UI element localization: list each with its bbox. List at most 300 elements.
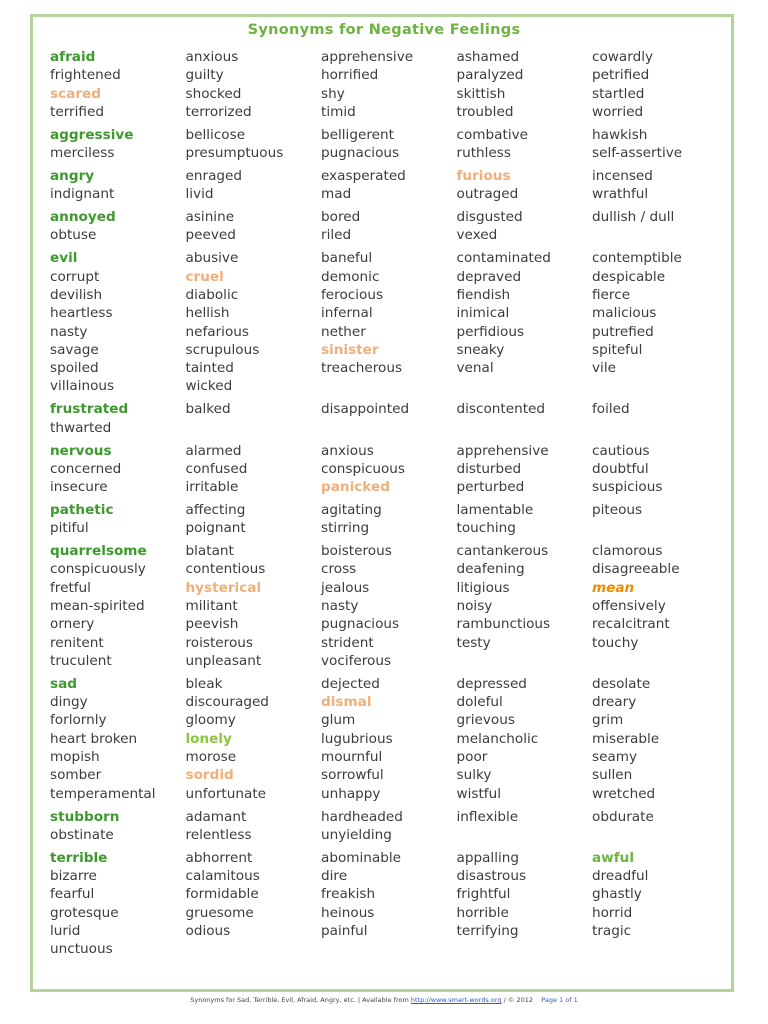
synonym-word: depressed: [456, 675, 527, 692]
synonym-word: frightful: [456, 886, 511, 903]
synonym-word: suspicious: [592, 479, 663, 496]
synonym-word: inflexible: [456, 808, 519, 825]
synonym-word: abhorrent: [185, 849, 253, 866]
synonym-group: [50, 249, 730, 395]
synonym-word: roisterous: [185, 634, 253, 651]
synonym-word: livid: [185, 186, 214, 203]
synonym-word: depraved: [456, 268, 522, 285]
synonym-word: horrified: [321, 67, 379, 84]
synonym-row: [50, 226, 730, 244]
synonym-word: despicable: [592, 268, 666, 285]
synonym-row: [50, 249, 730, 267]
synonym-word: anxious: [321, 442, 374, 459]
synonym-word: treacherous: [321, 360, 403, 377]
synonym-word: pugnacious: [321, 616, 400, 633]
synonym-row: [50, 922, 730, 940]
synonym-word: horrible: [456, 904, 509, 921]
category-heading: stubborn: [50, 808, 120, 825]
synonym-word: fretful: [50, 579, 91, 596]
synonym-word: petrified: [592, 67, 650, 84]
synonym-word: dejected: [321, 675, 380, 692]
synonym-group: [50, 542, 730, 670]
synonym-word: [592, 377, 728, 395]
synonym-word: dullish / dull: [592, 209, 675, 226]
synonym-word: frightened: [50, 67, 121, 84]
synonym-word: spiteful: [592, 341, 643, 358]
category-heading: nervous: [50, 442, 112, 459]
synonym-word: terrifying: [456, 922, 519, 939]
synonym-word: touching: [456, 520, 516, 537]
synonym-row: [50, 766, 730, 784]
synonym-word: alarmed: [185, 442, 242, 459]
synonym-word: affecting: [185, 501, 246, 518]
synonym-word: anxious: [185, 49, 239, 65]
synonym-word: contemptible: [592, 250, 682, 267]
synonym-row: [50, 103, 730, 121]
synonym-word: unhappy: [321, 785, 381, 802]
synonym-word: melancholic: [456, 730, 539, 747]
synonym-row: [50, 711, 730, 729]
synonym-word: putrefied: [592, 323, 654, 340]
synonym-word: corrupt: [50, 268, 100, 285]
synonym-word: grim: [592, 712, 624, 729]
synonym-row: [50, 748, 730, 766]
footer-text: Synonyms for Sad, Terrible, Evil, Afraid, Angry, etc. | Available from: [190, 996, 409, 1004]
synonym-word: apprehensive: [321, 49, 414, 65]
synonym-row: [50, 323, 730, 341]
synonym-word: appalling: [456, 849, 519, 866]
footer: [0, 996, 768, 1004]
synonym-word: nefarious: [185, 323, 249, 340]
synonym-word: dreary: [592, 694, 637, 711]
synonym-word: discontented: [456, 401, 546, 418]
synonym-word: hysterical: [185, 579, 262, 596]
synonym-word: disastrous: [456, 868, 527, 884]
synonym-word: tragic: [592, 922, 632, 939]
synonym-group: [50, 849, 730, 959]
synonym-word: indignant: [50, 186, 115, 203]
category-heading: pathetic: [50, 501, 114, 518]
synonym-row: [50, 867, 730, 885]
synonym-word: vexed: [456, 227, 498, 244]
synonym-group: [50, 501, 730, 538]
synonym-word: cantankerous: [456, 543, 549, 560]
synonym-word: [457, 940, 593, 958]
synonym-word: belligerent: [321, 126, 394, 143]
synonym-word: unpleasant: [185, 652, 262, 669]
synonym-word: concerned: [50, 460, 122, 477]
synonym-word: freakish: [321, 886, 376, 903]
synonym-word: clamorous: [592, 543, 663, 560]
synonym-row: [50, 885, 730, 903]
synonym-word: [592, 226, 728, 244]
synonym-word: vile: [592, 360, 616, 377]
synonym-word: presumptuous: [185, 145, 284, 162]
synonym-word: lugubrious: [321, 730, 393, 747]
synonym-word: obdurate: [592, 808, 654, 825]
synonym-word: pitiful: [50, 520, 89, 537]
synonym-word: agitating: [321, 501, 382, 518]
synonym-word: stirring: [321, 520, 370, 537]
synonym-row: [50, 940, 730, 958]
synonym-word: inimical: [456, 305, 510, 322]
synonym-word: obstinate: [50, 826, 114, 843]
category-heading: afraid: [50, 49, 96, 65]
synonym-word: [457, 652, 593, 670]
synonym-word: insecure: [50, 479, 108, 496]
synonym-word: obtuse: [50, 227, 97, 244]
synonym-word: testy: [456, 634, 491, 651]
synonym-word: conspicuously: [50, 561, 146, 578]
synonym-word: venal: [456, 360, 494, 377]
synonym-word: panicked: [321, 479, 390, 496]
synonym-word: conspicuous: [321, 460, 405, 477]
synonym-word: sinister: [321, 341, 379, 358]
synonym-group: [50, 808, 730, 845]
synonym-word: perfidious: [456, 323, 525, 340]
synonym-word: devilish: [50, 286, 103, 303]
footer-page-number: Page 1 of 1: [541, 996, 578, 1004]
synonym-word: startled: [592, 85, 645, 102]
synonym-word: sulky: [456, 767, 492, 784]
synonym-word: abominable: [321, 849, 402, 866]
footer-link[interactable]: http://www.smart-words.org: [410, 996, 502, 1004]
page-title: Synonyms for Negative Feelings: [247, 22, 521, 38]
synonym-word: self-assertive: [592, 145, 683, 162]
synonym-word: [592, 419, 728, 437]
synonym-row: [50, 675, 730, 693]
synonym-word: mean: [592, 579, 635, 596]
synonym-word: riled: [321, 227, 352, 244]
synonym-row: [50, 126, 730, 144]
synonym-word: terrified: [50, 103, 104, 120]
synonym-word: touchy: [592, 634, 639, 651]
synonym-word: [186, 940, 322, 958]
synonym-word: discouraged: [185, 694, 269, 711]
synonym-row: [50, 652, 730, 670]
synonym-word: disagreeable: [592, 561, 680, 578]
synonym-group: [50, 400, 730, 437]
synonym-word: ruthless: [456, 145, 511, 162]
synonym-word: wistful: [456, 785, 501, 802]
synonym-word: [592, 652, 728, 670]
synonym-word: exasperated: [321, 167, 406, 184]
synonym-group: [50, 48, 730, 121]
synonym-row: [50, 904, 730, 922]
synonym-word: paralyzed: [456, 67, 524, 84]
synonym-word: grievous: [456, 712, 515, 729]
synonym-row: [50, 66, 730, 84]
synonym-word: baneful: [321, 250, 373, 267]
synonym-word: terrorized: [185, 103, 252, 120]
synonym-row: [50, 501, 730, 519]
synonym-row: [50, 442, 730, 460]
category-heading: evil: [50, 250, 78, 267]
synonym-word: miserable: [592, 730, 660, 747]
synonym-word: demonic: [321, 268, 380, 285]
synonym-word: fiendish: [456, 286, 511, 303]
synonym-group: [50, 208, 730, 245]
synonym-word: gloomy: [185, 712, 236, 729]
synonym-row: [50, 144, 730, 162]
synonym-word: heinous: [321, 904, 375, 921]
synonym-word: sneaky: [456, 341, 505, 358]
synonym-word: recalcitrant: [592, 616, 670, 633]
synonym-word: contentious: [185, 561, 266, 578]
synonym-word: strident: [321, 634, 374, 651]
synonym-word: [592, 519, 728, 537]
synonym-word: shocked: [185, 85, 242, 102]
synonym-word: relentless: [185, 826, 252, 843]
synonym-word: asinine: [185, 209, 235, 226]
synonym-row: [50, 542, 730, 560]
synonym-word: horrid: [592, 904, 633, 921]
synonym-word: painful: [321, 922, 368, 939]
synonym-word: spoiled: [50, 360, 99, 377]
synonym-row: [50, 167, 730, 185]
synonym-word: [457, 419, 593, 437]
synonym-word: hawkish: [592, 126, 648, 143]
synonym-group: [50, 126, 730, 163]
synonym-word: sordid: [185, 767, 234, 784]
synonym-word: truculent: [50, 652, 112, 669]
synonym-row: [50, 597, 730, 615]
synonym-word: cowardly: [592, 49, 654, 65]
category-heading: terrible: [50, 849, 108, 866]
synonym-row: [50, 268, 730, 286]
synonym-word: jealous: [321, 579, 370, 596]
synonym-word: skittish: [456, 85, 506, 102]
synonym-row: [50, 419, 730, 437]
synonym-word: pugnacious: [321, 145, 400, 162]
synonym-word: [321, 377, 457, 395]
synonym-word: infernal: [321, 305, 373, 322]
synonym-word: unctuous: [50, 941, 113, 958]
synonym-row: [50, 460, 730, 478]
synonym-word: desolate: [592, 675, 651, 692]
synonym-word: forlornly: [50, 712, 107, 729]
synonym-row: [50, 286, 730, 304]
synonym-word: abusive: [185, 250, 239, 267]
synonym-word: shy: [321, 85, 345, 102]
synonym-row: [50, 634, 730, 652]
synonym-word: awful: [592, 849, 634, 866]
synonym-row: [50, 579, 730, 597]
synonym-word: tainted: [185, 360, 234, 377]
synonym-word: mopish: [50, 749, 100, 766]
synonym-row: [50, 785, 730, 803]
synonym-word: adamant: [185, 808, 247, 825]
synonym-word: doleful: [456, 694, 503, 711]
synonym-word: noisy: [456, 598, 493, 615]
synonym-word: formidable: [185, 886, 259, 903]
synonym-row: [50, 359, 730, 377]
synonym-word: temperamental: [50, 785, 156, 802]
synonym-word: worried: [592, 103, 644, 120]
synonym-word: diabolic: [185, 286, 239, 303]
synonym-word: perturbed: [456, 479, 525, 496]
synonym-word: troubled: [456, 103, 514, 120]
synonym-word: savage: [50, 341, 99, 358]
synonym-grid: [50, 48, 730, 963]
synonym-word: peeved: [185, 227, 236, 244]
synonym-word: apprehensive: [456, 442, 549, 459]
synonym-word: deafening: [456, 561, 525, 578]
synonym-word: scared: [50, 85, 101, 102]
synonym-word: cross: [321, 561, 357, 578]
synonym-word: somber: [50, 767, 102, 784]
synonym-word: scrupulous: [185, 341, 260, 358]
synonym-word: poignant: [185, 520, 246, 537]
synonym-word: [592, 940, 728, 958]
synonym-word: ferocious: [321, 286, 384, 303]
synonym-word: blatant: [185, 543, 234, 560]
synonym-word: [457, 826, 593, 844]
synonym-row: [50, 478, 730, 496]
synonym-word: lonely: [185, 730, 232, 747]
synonym-word: lamentable: [456, 501, 534, 518]
synonym-word: morose: [185, 749, 237, 766]
synonym-word: heartless: [50, 305, 113, 322]
synonym-word: thwarted: [50, 419, 112, 436]
synonym-word: [592, 826, 728, 844]
synonym-row: [50, 208, 730, 226]
synonym-word: [457, 377, 593, 395]
category-heading: quarrelsome: [50, 543, 147, 560]
synonym-word: mournful: [321, 749, 383, 766]
synonym-word: merciless: [50, 145, 115, 162]
synonym-word: ashamed: [456, 49, 520, 65]
synonym-word: mad: [321, 186, 352, 203]
category-heading: annoyed: [50, 209, 116, 226]
synonym-word: villainous: [50, 378, 115, 395]
synonym-word: hellish: [185, 305, 230, 322]
synonym-word: [321, 419, 457, 437]
synonym-word: glum: [321, 712, 356, 729]
synonym-row: [50, 693, 730, 711]
synonym-word: fearful: [50, 886, 95, 903]
synonym-word: sullen: [592, 767, 633, 784]
synonym-word: irritable: [185, 479, 239, 496]
synonym-word: fierce: [592, 286, 631, 303]
synonym-word: disappointed: [321, 401, 410, 418]
synonym-row: [50, 808, 730, 826]
synonym-word: disturbed: [456, 460, 522, 477]
synonym-row: [50, 826, 730, 844]
synonym-word: combative: [456, 126, 529, 143]
synonym-word: lurid: [50, 922, 81, 939]
footer-copyright: / © 2012: [503, 996, 534, 1004]
category-heading: frustrated: [50, 401, 129, 418]
synonym-word: cautious: [592, 442, 650, 459]
synonym-word: disgusted: [456, 209, 523, 226]
synonym-word: odious: [185, 922, 231, 939]
synonym-row: [50, 185, 730, 203]
synonym-word: [321, 940, 457, 958]
synonym-row: [50, 849, 730, 867]
synonym-word: malicious: [592, 305, 657, 322]
synonym-word: outraged: [456, 186, 519, 203]
synonym-word: cruel: [185, 268, 224, 285]
synonym-word: dismal: [321, 694, 372, 711]
synonym-word: grotesque: [50, 904, 119, 921]
category-heading: angry: [50, 167, 95, 184]
synonym-group: [50, 675, 730, 803]
synonym-word: doubtful: [592, 460, 649, 477]
synonym-word: hardheaded: [321, 808, 403, 825]
synonym-group: [50, 442, 730, 497]
synonym-row: [50, 377, 730, 395]
synonym-word: dreadful: [592, 868, 649, 884]
synonym-word: vociferous: [321, 652, 392, 669]
synonym-word: wrathful: [592, 186, 649, 203]
category-heading: sad: [50, 675, 77, 692]
synonym-row: [50, 560, 730, 578]
synonym-word: bleak: [185, 675, 223, 692]
synonym-word: nasty: [321, 598, 359, 615]
synonym-row: [50, 341, 730, 359]
synonym-word: bizarre: [50, 868, 97, 884]
synonym-word: mean-spirited: [50, 598, 145, 615]
synonym-word: furious: [456, 167, 511, 184]
synonym-word: calamitous: [185, 868, 260, 884]
synonym-word: boisterous: [321, 543, 392, 560]
synonym-word: nasty: [50, 323, 88, 340]
synonym-word: sorrowful: [321, 767, 384, 784]
synonym-row: [50, 85, 730, 103]
synonym-word: seamy: [592, 749, 638, 766]
synonym-word: renitent: [50, 634, 104, 651]
synonym-word: offensively: [592, 598, 666, 615]
synonym-word: ghastly: [592, 886, 642, 903]
synonym-word: wretched: [592, 785, 656, 802]
synonym-word: unfortunate: [185, 785, 267, 802]
synonym-word: litigious: [456, 579, 510, 596]
synonym-word: contaminated: [456, 250, 551, 267]
synonym-word: wicked: [185, 378, 233, 395]
synonym-row: [50, 48, 730, 66]
synonym-row: [50, 730, 730, 748]
synonym-word: peevish: [185, 616, 239, 633]
synonym-word: timid: [321, 103, 356, 120]
synonym-word: piteous: [592, 501, 643, 518]
synonym-word: dingy: [50, 694, 88, 711]
synonym-word: enraged: [185, 167, 243, 184]
synonym-word: rambunctious: [456, 616, 551, 633]
synonym-word: militant: [185, 598, 238, 615]
synonym-word: bored: [321, 209, 361, 226]
synonym-row: [50, 519, 730, 537]
synonym-row: [50, 304, 730, 322]
synonym-row: [50, 400, 730, 418]
synonym-word: ornery: [50, 616, 95, 633]
synonym-word: bellicose: [185, 126, 246, 143]
synonym-word: balked: [185, 401, 231, 418]
synonym-word: nether: [321, 323, 366, 340]
synonym-word: gruesome: [185, 904, 254, 921]
synonym-word: [186, 419, 322, 437]
synonym-word: dire: [321, 868, 348, 884]
synonym-word: heart broken: [50, 730, 138, 747]
synonym-word: unyielding: [321, 826, 392, 843]
category-heading: aggressive: [50, 126, 134, 143]
synonym-word: foiled: [592, 401, 630, 418]
synonym-word: incensed: [592, 167, 653, 184]
synonym-group: [50, 167, 730, 204]
synonym-word: guilty: [185, 67, 224, 84]
synonym-word: confused: [185, 460, 248, 477]
synonym-row: [50, 615, 730, 633]
